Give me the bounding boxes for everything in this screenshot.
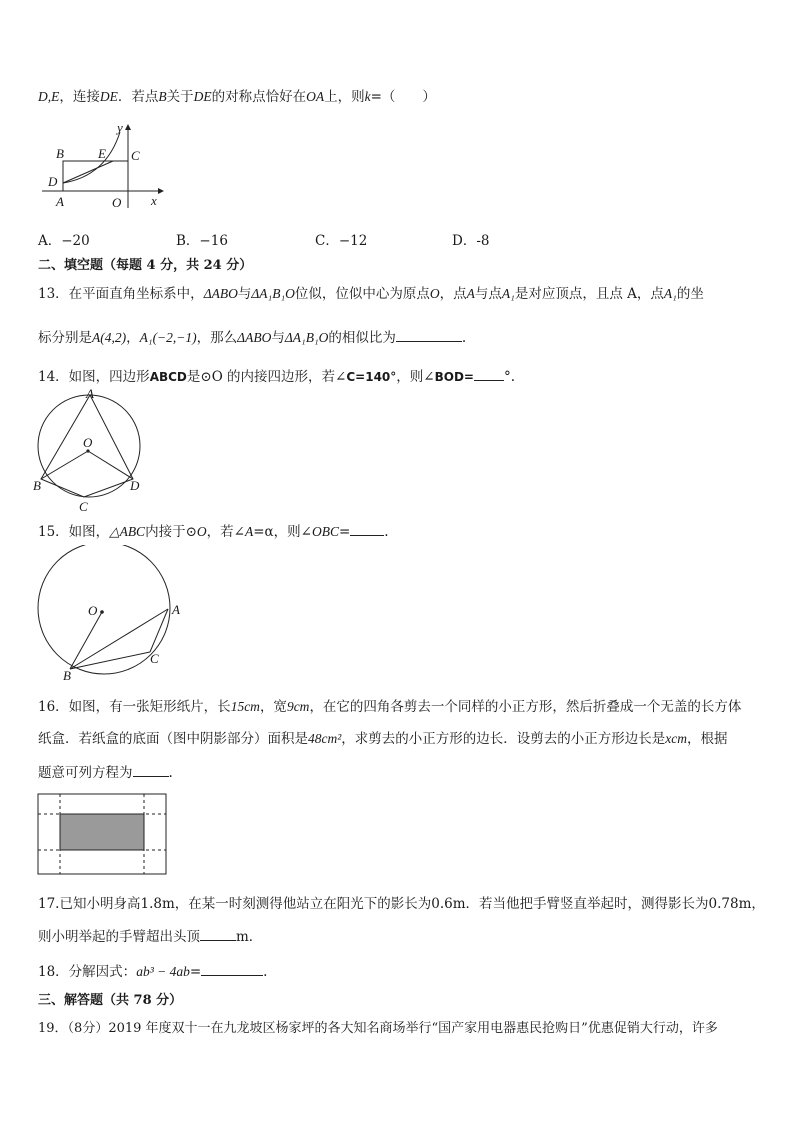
q14-te: ，则∠ (396, 369, 435, 385)
q16-t1a: 16．如图，有一张矩形纸片，长 (38, 699, 231, 715)
label-x: x (151, 193, 157, 208)
q14-tb: ABCD (149, 370, 187, 384)
label-b: B (56, 146, 64, 161)
q12-k: k (364, 89, 371, 104)
q17-t2a: 则小明举起的手臂超出头顶 (38, 929, 200, 945)
label-b: B (33, 478, 41, 493)
q12-text-f: 关于 (166, 89, 194, 105)
q15-tg: =α，则∠ (253, 524, 312, 540)
q17-t1d: 0.6m (431, 896, 466, 912)
label-d: D (130, 478, 140, 493)
q12-text-d: ．若点 (117, 89, 159, 105)
x-axis-arrow (158, 188, 164, 194)
q17-t2b: m． (236, 929, 263, 945)
q14-tend: °. (503, 369, 516, 385)
hyperbola-curve (63, 132, 120, 183)
q16-t2a: 纸盒．若纸盒的底面（图中阴影部分）面积是 (38, 731, 308, 747)
q14-ta: 14．如图，四边形 (38, 369, 150, 385)
label-c: C (79, 499, 88, 514)
q15-tc: 内接于⊙ (145, 524, 197, 540)
q15-tf: A (244, 524, 254, 539)
q18-tb: ab³ − 4ab (136, 964, 190, 979)
q15-te: ，若∠ (206, 524, 245, 540)
q17-line1 (38, 895, 765, 913)
q17-t1e: ．若当他把手臂竖直举起时，测得影长为 (465, 896, 709, 912)
q17-t1b: 1.8m (140, 896, 175, 912)
segment-ob (41, 451, 88, 479)
q12-de2: DE (193, 89, 212, 104)
q12-text-b: ，连接 (59, 89, 100, 105)
q16-t2d: xcm (665, 731, 688, 746)
q14-answer-blank[interactable] (474, 366, 504, 381)
q14-tc: 是⊙O 的内接四边形，若∠ (186, 369, 347, 385)
q15-ti: = (338, 524, 351, 540)
q13-t1i: 与点 (474, 286, 502, 302)
q13-line2 (38, 327, 466, 347)
q13-t2h: ΔA₁B₁O (284, 330, 329, 345)
q16-t2c: ，求剪去的小正方形的边长．设剪去的小正方形边长是 (341, 731, 666, 747)
q16-figure (37, 793, 169, 877)
q15-th: OBC (311, 524, 339, 539)
q16-t2b: 48cm² (308, 731, 342, 746)
q19-text: 19．（8分）2019 年度双十一在九龙坡区杨家坪的各大知名商场举行“国产家用电器惠民抢购日”优惠促销大行动，许多 (38, 1021, 718, 1036)
q13-t1d: ΔA₁B₁O (251, 286, 295, 301)
q13-t1c: 与 (237, 286, 252, 302)
q12-text-l: =（ ） (370, 89, 436, 105)
q18-ta: 18．分解因式： (38, 964, 137, 980)
q13-t1m: 的坐 (676, 286, 704, 302)
q12-de: DE (99, 89, 118, 104)
q14-td: C=140° (346, 370, 397, 384)
q17-t1f: 0.78m (708, 896, 752, 912)
q13-t1k: 是对应顶点，且点 A，点 (514, 286, 664, 302)
label-a: A (172, 602, 180, 617)
q16-line1 (38, 698, 741, 716)
y-axis-arrow (125, 124, 131, 130)
segment-ac (150, 609, 168, 652)
q13-t1e: 位似，位似中心为原点 (294, 286, 430, 302)
q13-t2end: . (461, 330, 467, 346)
q13-t2d: A₁(−2,−1) (139, 330, 197, 345)
label-a: A (56, 194, 64, 209)
q15-answer-blank[interactable] (350, 521, 384, 536)
q12-text-j: 上，则 (324, 89, 365, 105)
q14-text (38, 366, 515, 386)
q16-line3 (38, 762, 173, 782)
q15-tb: △ABC (109, 524, 146, 539)
q12-text-h: 的对称点恰好在 (211, 89, 307, 105)
q17-t1a: 17.已知小明身高 (38, 896, 141, 912)
q15-figure (32, 545, 182, 685)
q13-t2a: 标分别是 (38, 330, 92, 346)
q13-t1b: ΔABO (203, 286, 238, 301)
q18-text (38, 961, 267, 981)
q15-tend: . (384, 524, 389, 540)
q13-t2b: A(4,2) (92, 330, 127, 345)
q17-line2 (38, 926, 262, 946)
q18-tc: = (189, 964, 202, 980)
segment-bc (70, 652, 150, 669)
q16-t2e: ，根据 (687, 731, 728, 747)
label-c: C (131, 148, 140, 163)
label-c: C (150, 651, 159, 666)
q13-t1f: O (429, 286, 440, 301)
q12-text (38, 88, 436, 106)
label-a: A (86, 386, 94, 401)
q16-answer-blank[interactable] (133, 762, 169, 777)
q12-oa: OA (306, 89, 325, 104)
box-base-shaded (60, 814, 144, 850)
q16-t1b: 15cm (230, 699, 260, 714)
q17-t1g: ， (751, 896, 765, 912)
q16-t3end: . (168, 765, 173, 781)
label-o: O (88, 603, 98, 618)
rectangle-abcd (63, 161, 128, 191)
section-heading-fill-in: 二、填空题（每题 4 分，共 24 分） (38, 258, 253, 273)
label-y: y (117, 120, 123, 135)
choice-a: A．−20 (38, 233, 90, 249)
choice-d: D．-8 (452, 233, 490, 249)
q13-t1g: ，点 (439, 286, 467, 302)
label-o: O (83, 435, 93, 450)
q13-t1j: A₁ (501, 286, 515, 301)
q13-t1h: A (466, 286, 475, 301)
q12-points: D,E (38, 89, 60, 104)
q15-text (38, 521, 389, 541)
q16-t3a: 题意可列方程为 (38, 765, 133, 781)
q16-t1c: ，宽 (259, 699, 287, 715)
label-e: E (98, 146, 106, 161)
q16-t1e: ，在它的四角各剪去一个同样的小正方形，然后折叠成一个无盖的长方体 (309, 699, 742, 715)
q15-td: O (196, 524, 207, 539)
section-heading-solutions: 三、解答题（共 78 分） (38, 993, 183, 1008)
center-dot (100, 610, 104, 614)
q17-t1c: ，在某一时刻测得他站立在阳光下的影长为 (174, 896, 432, 912)
q14-tf: BOD= (434, 370, 474, 384)
q13-t2c: ， (126, 330, 140, 346)
q13-answer-blank[interactable] (396, 327, 462, 342)
q18-tend: . (263, 964, 268, 980)
q13-t1l: A₁ (663, 286, 677, 301)
q14-figure (30, 386, 148, 514)
label-o: O (112, 195, 122, 210)
q16-t1d: 9cm (286, 699, 310, 714)
q12-figure (36, 118, 176, 213)
label-b: B (63, 668, 71, 683)
q16-line2 (38, 730, 728, 748)
segment-ob (70, 612, 102, 669)
q15-ta: 15．如图， (38, 524, 110, 540)
q13-t1a: 13．在平面直角坐标系中， (38, 286, 204, 302)
q13-t2f: ΔABO (237, 330, 272, 345)
q13-t2g: 与 (271, 330, 285, 346)
q13-line1 (38, 285, 704, 303)
choice-c: C．−12 (315, 233, 368, 249)
segment-de (63, 161, 113, 183)
choice-b: B．−16 (176, 233, 228, 249)
q12-b: B (158, 89, 167, 104)
q13-t2i: 的相似比为 (328, 330, 396, 346)
label-d: D (48, 174, 58, 189)
q18-answer-blank[interactable] (201, 961, 263, 976)
q17-answer-blank[interactable] (200, 926, 236, 941)
q13-t2e: ，那么 (196, 330, 238, 346)
